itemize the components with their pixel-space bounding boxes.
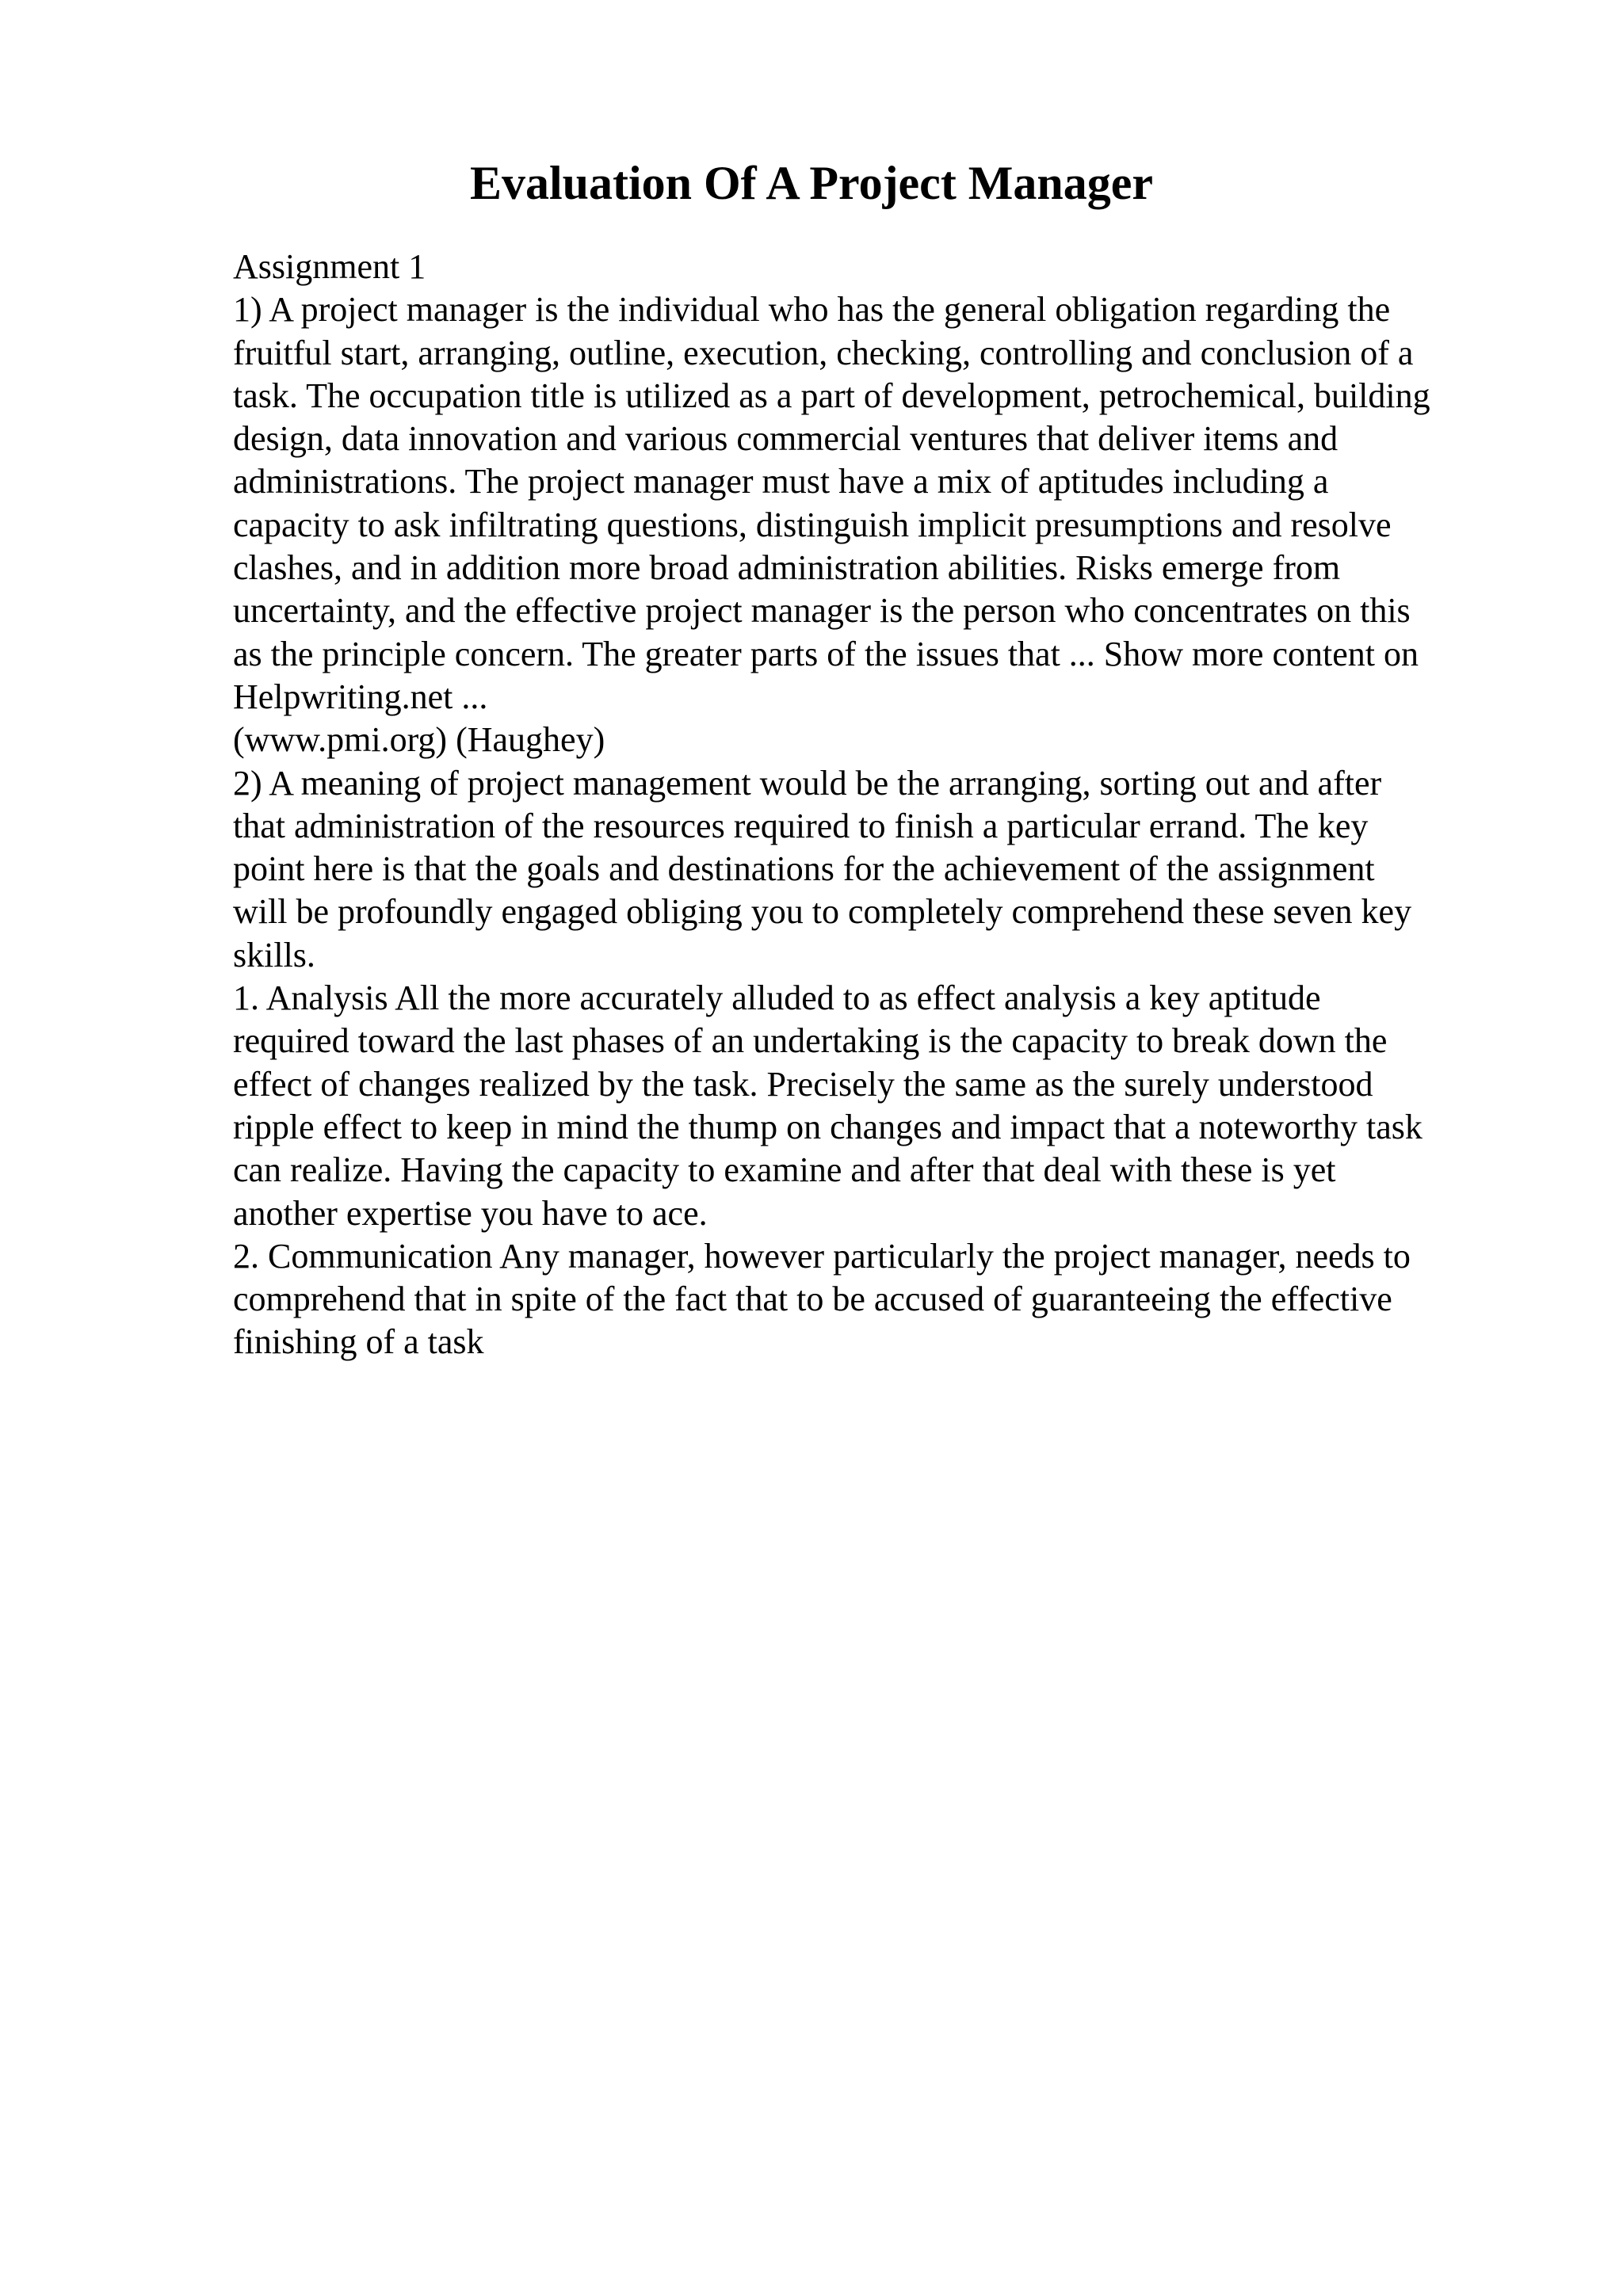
text-line: skills.	[233, 935, 315, 974]
text-line: 1. Analysis All the more accurately alluded to as effect analysis a key aptitude	[233, 978, 1321, 1018]
text-line: effect of changes realized by the task. Precisely the same as the surely understood	[233, 1064, 1373, 1104]
text-line: fruitful start, arranging, outline, execution, checking, controlling and conclusion of a	[233, 333, 1414, 372]
text-line: ripple effect to keep in mind the thump on changes and impact that a noteworthy task	[233, 1107, 1423, 1146]
text-line: task. The occupation title is utilized as a part of development, petrochemical, building	[233, 376, 1430, 415]
citation-line: (www.pmi.org) (Haughey)	[233, 720, 605, 760]
text-line: comprehend that in spite of the fact that to be accused of guaranteeing the effective	[233, 1280, 1392, 1319]
text-line: will be profoundly engaged obliging you to completely comprehend these seven key	[233, 892, 1412, 932]
text-line: design, data innovation and various commercial ventures that deliver items and	[233, 419, 1338, 459]
text-line: 1) A project manager is the individual who has the general obligation regarding the	[233, 290, 1391, 330]
text-line: finishing of a task	[233, 1322, 484, 1362]
text-line: required toward the last phases of an undertaking is the capacity to break down the	[233, 1021, 1388, 1061]
text-line: administrations. The project manager must have a mix of aptitudes including a	[233, 462, 1329, 502]
text-line: clashes, and in addition more broad administration abilities. Risks emerge from	[233, 548, 1341, 588]
text-line: that administration of the resources required to finish a particular errand. The key	[233, 806, 1369, 845]
text-line: Assignment 1	[233, 247, 426, 286]
document-title: Evaluation Of A Project Manager	[469, 157, 1154, 209]
text-line: point here is that the goals and destinations for the achievement of the assignment	[233, 849, 1375, 889]
text-line: Helpwriting.net ...	[233, 677, 488, 716]
document-body	[233, 246, 1517, 1364]
text-line: 2. Communication Any manager, however particularly the project manager, needs to	[233, 1236, 1411, 1276]
text-line: can realize. Having the capacity to examine and after that deal with these is yet	[233, 1150, 1336, 1190]
text-line: capacity to ask infiltrating questions, distinguish implicit presumptions and resolve	[233, 505, 1392, 544]
text-line: another expertise you have to ace.	[233, 1193, 708, 1233]
text-line: 2) A meaning of project management would be the arranging, sorting out and after	[233, 763, 1382, 803]
text-line: uncertainty, and the effective project manager is the person who concentrates on this	[233, 591, 1411, 631]
text-line: as the principle concern. The greater parts of the issues that ... Show more content on	[233, 634, 1419, 673]
